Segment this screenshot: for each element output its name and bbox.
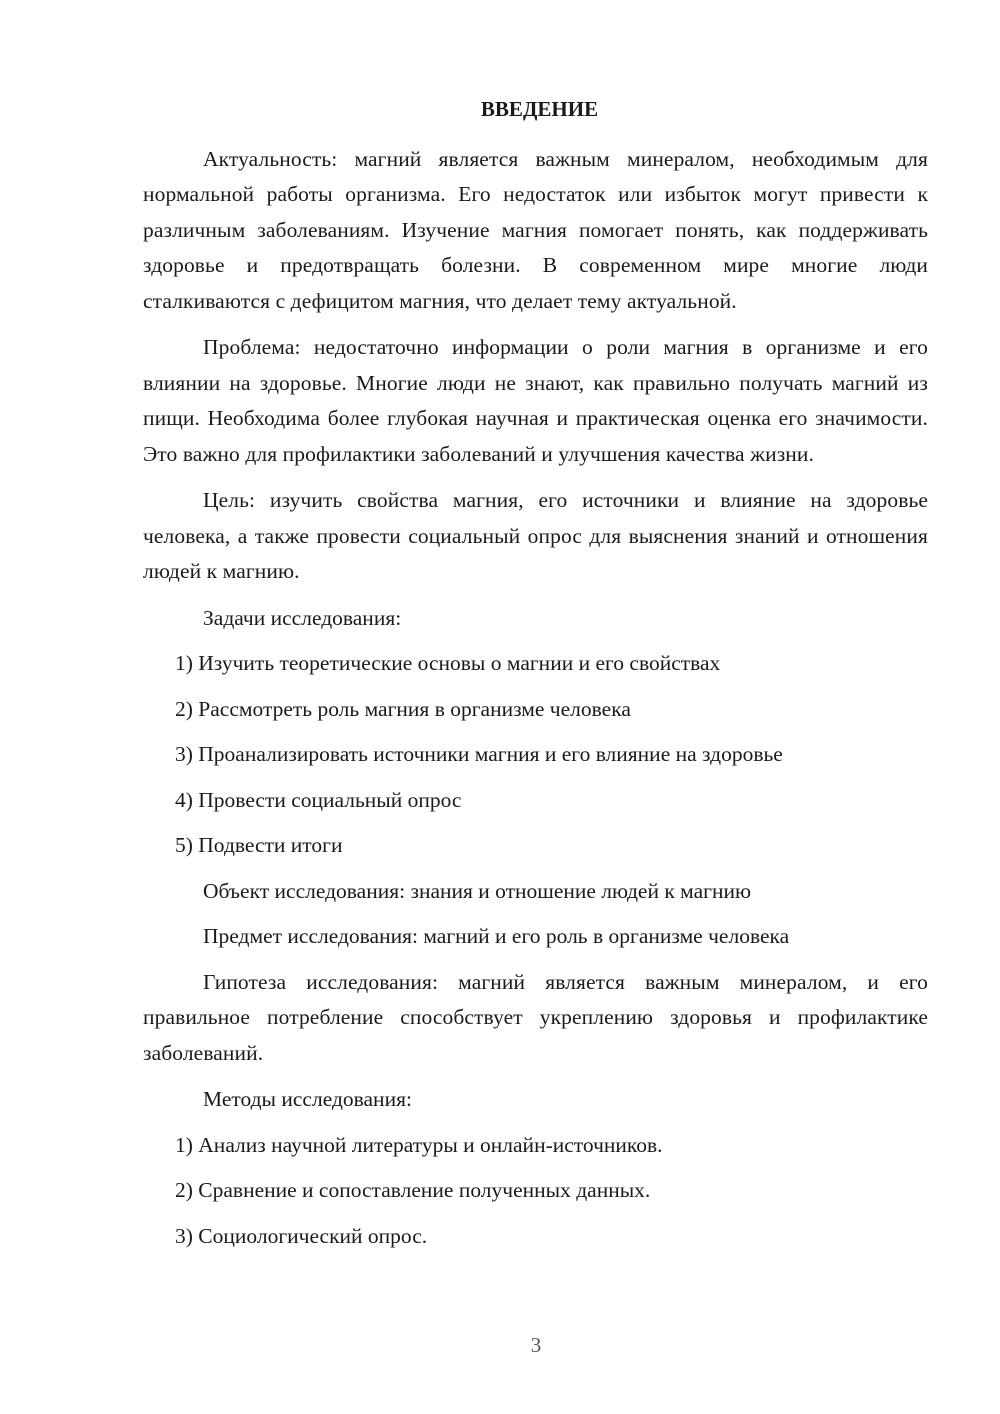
subject-line: Предмет исследования: магний и его роль в организме человека	[203, 924, 790, 948]
task-item: 4) Провести социальный опрос	[175, 787, 462, 812]
methods-list	[143, 1128, 928, 1255]
methods-heading: Методы исследования:	[203, 1087, 412, 1111]
method-item: 1) Анализ научной литературы и онлайн-источников.	[175, 1132, 663, 1157]
goal-paragraph: Цель: изучить свойства магния, его источники и влияние на здоровье человека, а также провести социальный опрос для выяснения знаний и отношения людей к магнию.	[143, 488, 928, 583]
task-item: 5) Подвести итоги	[175, 833, 343, 857]
tasks-heading: Задачи исследования:	[203, 605, 402, 630]
page-title: ВВЕДЕНИЕ	[480, 97, 599, 121]
task-item: 2) Рассмотреть роль магния в организме человека	[175, 696, 631, 721]
method-item: 2) Сравнение и сопоставление полученных данных.	[175, 1178, 651, 1202]
relevance-paragraph: Актуальность: магний является важным минералом, необходимым для нормальной работы организма. Его недостаток или избыток могут привести к различным заболеваниям. Изучение магния помогает понять, как поддерживать здоровье и предотвращать болезни. В современном мире многие люди сталкиваются с дефицитом магния, что делает тему актуальной.	[143, 146, 928, 313]
page-number: 3	[530, 1333, 542, 1357]
object-line: Объект исследования: знания и отношение людей к магнию	[203, 878, 752, 903]
tasks-list	[143, 646, 928, 864]
document-page	[143, 92, 928, 1264]
method-item: 3) Социологический опрос.	[175, 1223, 428, 1248]
task-item: 3) Проанализировать источники магния и его влияние на здоровье	[175, 742, 783, 766]
problem-paragraph: Проблема: недостаточно информации о роли магния в организме и его влиянии на здоровье. Многие люди не знают, как правильно получать магний из пищи. Необходима более глубокая научная и практическая оценка его значимости. Это важно для профилактики заболеваний и улучшения качества жизни.	[143, 335, 928, 466]
hypothesis-paragraph: Гипотеза исследования: магний является важным минералом, и его правильное потребление способствует укреплению здоровья и профилактике заболеваний.	[143, 969, 928, 1065]
task-item: 1) Изучить теоретические основы о магнии и его свойствах	[175, 651, 721, 675]
